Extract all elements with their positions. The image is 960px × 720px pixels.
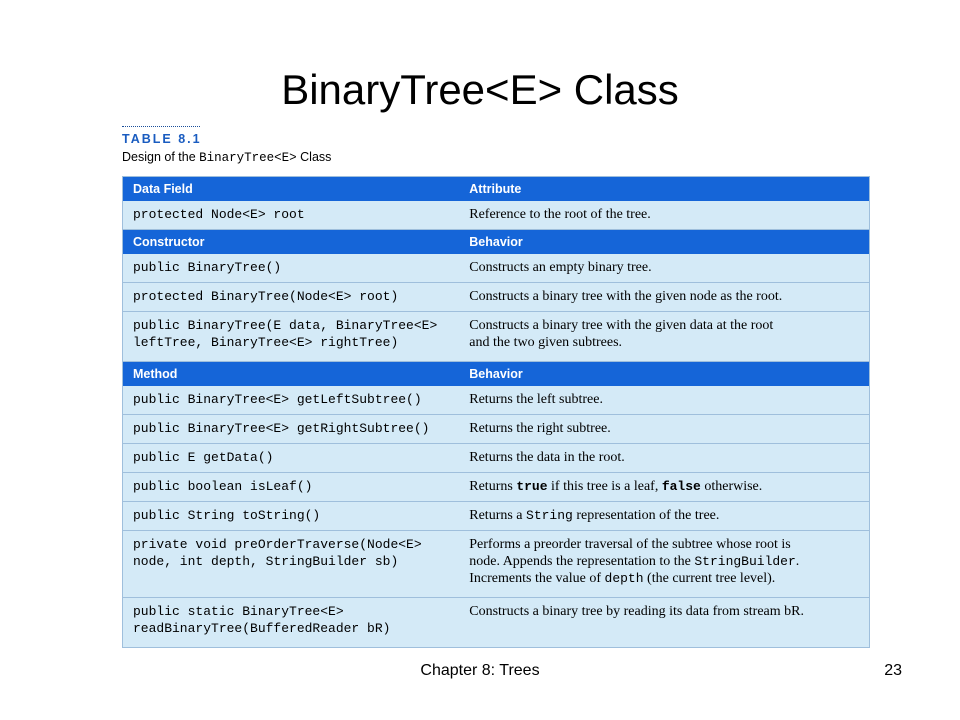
member-signature: private void preOrderTraverse(Node<E> node, int depth, StringBuilder sb) (123, 531, 460, 598)
desc-code: depth (604, 571, 644, 586)
caption-suffix: Class (296, 150, 332, 164)
member-description: Returns the right subtree. (459, 415, 869, 444)
desc-code: String (526, 508, 573, 523)
table-row (123, 473, 870, 502)
table-number: TABLE 8.1 (122, 132, 202, 146)
table-row (123, 283, 870, 312)
footer-chapter: Chapter 8: Trees (420, 662, 540, 679)
caption-code: BinaryTree<E> (199, 151, 297, 165)
caption-rule (122, 126, 200, 127)
desc-text: (the current tree level). (643, 571, 776, 586)
header-method: Method (123, 362, 460, 387)
desc-text: Performs a preorder traversal of the subtree whose root is node. Appends the representation to the (469, 537, 791, 569)
table-header-row (123, 177, 870, 202)
desc-text: . Increments the value of (469, 554, 800, 586)
member-signature: public BinaryTree() (123, 254, 460, 283)
member-signature: protected Node<E> root (123, 201, 460, 230)
header-behavior: Behavior (459, 230, 869, 255)
member-signature: public String toString() (123, 502, 460, 531)
header-attribute: Attribute (459, 177, 869, 202)
member-description (459, 531, 869, 598)
design-table (122, 176, 870, 648)
table-row (123, 201, 870, 230)
table-row (123, 386, 870, 415)
table-row (123, 415, 870, 444)
member-signature: public BinaryTree<E> getRightSubtree() (123, 415, 460, 444)
table-row (123, 312, 870, 362)
table-header-row (123, 230, 870, 255)
member-signature: public static BinaryTree<E> readBinaryTree(BufferedReader bR) (123, 598, 460, 648)
member-description: Reference to the root of the tree. (459, 201, 869, 230)
slide-title: BinaryTree<E> Class (281, 66, 679, 113)
caption-prefix: Design of the (122, 150, 200, 164)
header-behavior: Behavior (459, 362, 869, 387)
member-description: Constructs an empty binary tree. (459, 254, 869, 283)
page-number: 23 (884, 662, 902, 679)
member-description: Constructs a binary tree with the given node as the root. (459, 283, 869, 312)
header-constructor: Constructor (123, 230, 460, 255)
table-row (123, 502, 870, 531)
table-row (123, 254, 870, 283)
member-signature: public boolean isLeaf() (123, 473, 460, 502)
desc-text: Returns a (469, 508, 527, 523)
member-description (459, 473, 869, 502)
member-description: Constructs a binary tree with the given data at the root and the two given subtrees. (459, 312, 869, 362)
header-data-field: Data Field (123, 177, 460, 202)
table-caption (122, 126, 882, 167)
desc-text: Returns (469, 479, 517, 494)
desc-code: true (516, 479, 548, 494)
member-description: Returns the data in the root. (459, 444, 869, 473)
desc-text: if this tree is a leaf, (547, 479, 662, 494)
table-row (123, 531, 870, 598)
table-header-row (123, 362, 870, 387)
member-signature: protected BinaryTree(Node<E> root) (123, 283, 460, 312)
member-signature: public BinaryTree<E> getLeftSubtree() (123, 386, 460, 415)
desc-code: false (661, 479, 701, 494)
table-description (122, 148, 882, 167)
member-signature: public E getData() (123, 444, 460, 473)
table-row (123, 598, 870, 648)
member-signature: public BinaryTree(E data, BinaryTree<E> leftTree, BinaryTree<E> rightTree) (123, 312, 460, 362)
desc-text: representation of the tree. (572, 508, 720, 523)
member-description: Returns the left subtree. (459, 386, 869, 415)
desc-code: StringBuilder (694, 554, 796, 569)
table-row (123, 444, 870, 473)
member-description (459, 502, 869, 531)
desc-text: otherwise. (700, 479, 763, 494)
member-description: Constructs a binary tree by reading its data from stream bR. (459, 598, 869, 648)
